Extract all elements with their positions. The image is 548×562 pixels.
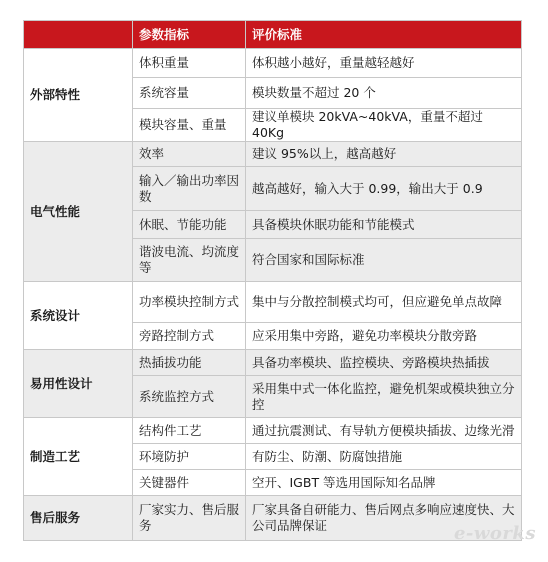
e-works-watermark: e-works <box>453 523 536 544</box>
group-label: 外部特性 <box>24 49 133 142</box>
criteria-cell: 应采用集中旁路，避免功率模块分散旁路 <box>246 323 522 350</box>
parameter-cell: 效率 <box>133 142 246 167</box>
group-label: 制造工艺 <box>24 418 133 496</box>
parameter-cell: 关键器件 <box>133 470 246 496</box>
table-row <box>24 282 522 323</box>
criteria-cell: 厂家具备自研能力、售后网点多响应速度快、大公司品牌保证 <box>246 496 522 541</box>
group-label: 易用性设计 <box>24 350 133 418</box>
table-row <box>24 142 522 167</box>
group-label: 售后服务 <box>24 496 133 541</box>
parameter-cell: 系统监控方式 <box>133 376 246 418</box>
criteria-cell: 集中与分散控制模式均可，但应避免单点故障 <box>246 282 522 323</box>
parameter-cell: 环境防护 <box>133 444 246 470</box>
criteria-cell: 符合国家和国际标准 <box>246 239 522 282</box>
criteria-cell: 越高越好，输入大于 0.99，输出大于 0.9 <box>246 167 522 211</box>
parameter-cell: 体积重量 <box>133 49 246 78</box>
parameter-cell: 功率模块控制方式 <box>133 282 246 323</box>
criteria-cell: 建议单模块 20kVA~40kVA，重量不超过 40Kg <box>246 109 522 142</box>
parameter-cell: 结构件工艺 <box>133 418 246 444</box>
criteria-cell: 体积越小越好，重量越轻越好 <box>246 49 522 78</box>
criteria-cell: 模块数量不超过 20 个 <box>246 78 522 109</box>
table-row <box>24 418 522 444</box>
group-label: 系统设计 <box>24 282 133 350</box>
parameter-cell: 系统容量 <box>133 78 246 109</box>
criteria-cell: 具备功率模块、监控模块、旁路模块热插拔 <box>246 350 522 376</box>
parameter-cell: 模块容量、重量 <box>133 109 246 142</box>
criteria-cell: 建议 95%以上，越高越好 <box>246 142 522 167</box>
criteria-cell: 通过抗震测试、有导轨方便模块插拔、边缘光滑 <box>246 418 522 444</box>
spec-table <box>23 20 522 541</box>
criteria-cell: 采用集中式一体化监控，避免机架或模块独立分控 <box>246 376 522 418</box>
parameter-cell: 谐波电流、均流度等 <box>133 239 246 282</box>
criteria-cell: 空开、IGBT 等选用国际知名品牌 <box>246 470 522 496</box>
parameter-cell: 旁路控制方式 <box>133 323 246 350</box>
parameter-cell: 热插拔功能 <box>133 350 246 376</box>
group-label: 电气性能 <box>24 142 133 282</box>
header-row <box>24 21 522 49</box>
header-parameter: 参数指标 <box>133 21 246 49</box>
header-group <box>24 21 133 49</box>
header-criteria: 评价标准 <box>246 21 522 49</box>
table-row <box>24 350 522 376</box>
parameter-cell: 厂家实力、售后服务 <box>133 496 246 541</box>
criteria-cell: 有防尘、防潮、防腐蚀措施 <box>246 444 522 470</box>
parameter-cell: 输入／输出功率因数 <box>133 167 246 211</box>
table-body <box>24 49 522 541</box>
table-row <box>24 49 522 78</box>
table-row <box>24 496 522 541</box>
parameter-cell: 休眠、节能功能 <box>133 211 246 239</box>
criteria-cell: 具备模块休眠功能和节能模式 <box>246 211 522 239</box>
